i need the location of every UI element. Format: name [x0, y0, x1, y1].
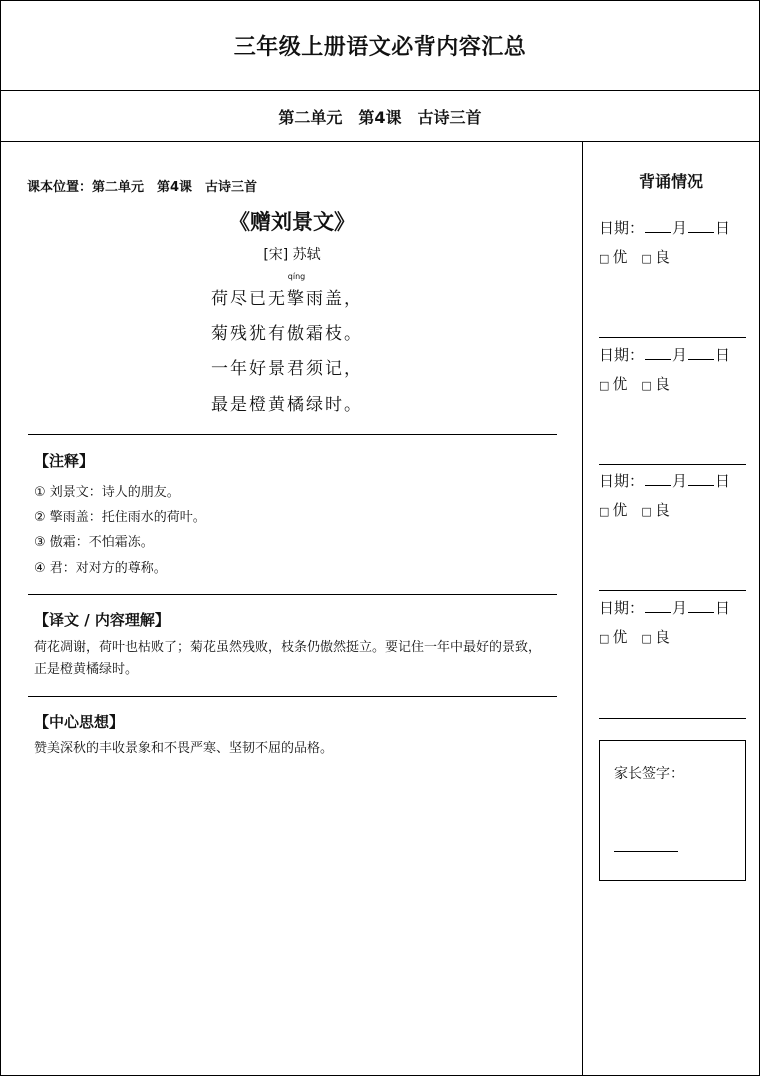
annotated-character: [287, 272, 306, 309]
day-blank[interactable]: [688, 599, 714, 613]
grade-options: [599, 373, 684, 394]
note-item: ④ 君：对对方的尊称。: [34, 561, 167, 576]
divider: [28, 434, 557, 435]
day-label: 日: [715, 346, 731, 364]
theme-text: 赞美深秋的丰收景象和不畏严寒、坚韧不屈的品格。: [34, 741, 334, 756]
date-label: 日期：: [599, 219, 645, 237]
month-label: 月: [672, 219, 688, 237]
divider: [599, 337, 746, 338]
parent-signature-box[interactable]: [599, 740, 746, 881]
main-content: [1, 142, 583, 1075]
month-label: 月: [672, 472, 688, 490]
note-item: ③ 傲霜：不怕霜冻。: [34, 535, 154, 550]
date-label: 日期：: [599, 346, 645, 364]
theme-heading: 【中心思想】: [34, 713, 125, 731]
parent-signature-label: 家长签字：: [614, 766, 684, 782]
option-ok[interactable]: [641, 628, 669, 646]
day-blank[interactable]: [688, 219, 714, 233]
checkbox-icon[interactable]: □: [599, 379, 610, 392]
grade-options: [599, 246, 684, 267]
note-item: ② 擎雨盖：托住雨水的荷叶。: [34, 510, 206, 525]
divider: [28, 696, 557, 697]
page-title: 三年级上册语文必背内容汇总: [1, 1, 759, 91]
option-ok-label: 良: [654, 375, 670, 393]
checkbox-icon[interactable]: □: [641, 252, 652, 265]
option-good[interactable]: [599, 628, 627, 646]
note-item: ① 刘景文：诗人的朋友。: [34, 485, 180, 500]
day-label: 日: [715, 219, 731, 237]
date-label: 日期：: [599, 599, 645, 617]
option-ok[interactable]: [641, 501, 669, 519]
annotated-character-text: 擎: [287, 289, 306, 309]
option-good[interactable]: [599, 375, 627, 393]
textbook-location: 课本位置：第二单元 第4课 古诗三首: [27, 180, 258, 195]
lesson-header: 第二单元 第4课 古诗三首: [1, 91, 759, 142]
grade-options: [599, 499, 684, 520]
divider: [599, 590, 746, 591]
notes-heading: 【注释】: [34, 452, 95, 470]
date-field[interactable]: [599, 470, 730, 491]
checkbox-icon[interactable]: □: [599, 505, 610, 518]
month-blank[interactable]: [645, 219, 671, 233]
divider: [599, 718, 746, 719]
recitation-sidebar: [583, 142, 759, 1075]
month-label: 月: [672, 599, 688, 617]
option-ok-label: 良: [654, 501, 670, 519]
month-label: 月: [672, 346, 688, 364]
checkbox-icon[interactable]: □: [599, 252, 610, 265]
month-blank[interactable]: [645, 472, 671, 486]
date-field[interactable]: [599, 597, 730, 618]
checkbox-icon[interactable]: □: [641, 505, 652, 518]
poem-line-4: 最是橙黄橘绿时。: [211, 395, 363, 415]
translation-heading: 【译文 / 内容理解】: [34, 611, 170, 629]
day-blank[interactable]: [688, 346, 714, 360]
recitation-heading: 背诵情况: [638, 172, 703, 191]
month-blank[interactable]: [645, 599, 671, 613]
day-label: 日: [715, 472, 731, 490]
divider: [599, 464, 746, 465]
option-good-label: 优: [612, 628, 628, 646]
poem-line-1-end: 雨盖，: [306, 289, 363, 309]
pinyin-annotation: qíng: [287, 272, 306, 281]
grade-options: [599, 626, 684, 647]
poem-line-3: 一年好景君须记，: [211, 359, 363, 379]
month-blank[interactable]: [645, 346, 671, 360]
date-label: 日期：: [599, 472, 645, 490]
date-field[interactable]: [599, 344, 730, 365]
checkbox-icon[interactable]: □: [641, 632, 652, 645]
poem-title: 《赠刘景文》: [229, 209, 355, 234]
date-field[interactable]: [599, 217, 730, 238]
translation-text: 荷花凋谢，荷叶也枯败了；菊花虽然残败，枝条仍傲然挺立。要记住一年中最好的景致，正是橙黄橘绿时。: [34, 640, 542, 677]
option-ok-label: 良: [654, 628, 670, 646]
poem-author: [宋] 苏轼: [263, 247, 321, 263]
signature-line[interactable]: [614, 851, 678, 852]
day-blank[interactable]: [688, 472, 714, 486]
option-ok[interactable]: [641, 248, 669, 266]
option-ok[interactable]: [641, 375, 669, 393]
option-good[interactable]: [599, 501, 627, 519]
option-good-label: 优: [612, 501, 628, 519]
checkbox-icon[interactable]: □: [641, 379, 652, 392]
divider: [28, 594, 557, 595]
option-good-label: 优: [612, 375, 628, 393]
option-ok-label: 良: [654, 248, 670, 266]
checkbox-icon[interactable]: □: [599, 632, 610, 645]
day-label: 日: [715, 599, 731, 617]
poem-line-2: 菊残犹有傲霜枝。: [211, 324, 363, 344]
option-good[interactable]: [599, 248, 627, 266]
poem-line-1-start: 荷尽已无: [211, 289, 287, 309]
poem-line-1: [1, 272, 573, 309]
option-good-label: 优: [612, 248, 628, 266]
